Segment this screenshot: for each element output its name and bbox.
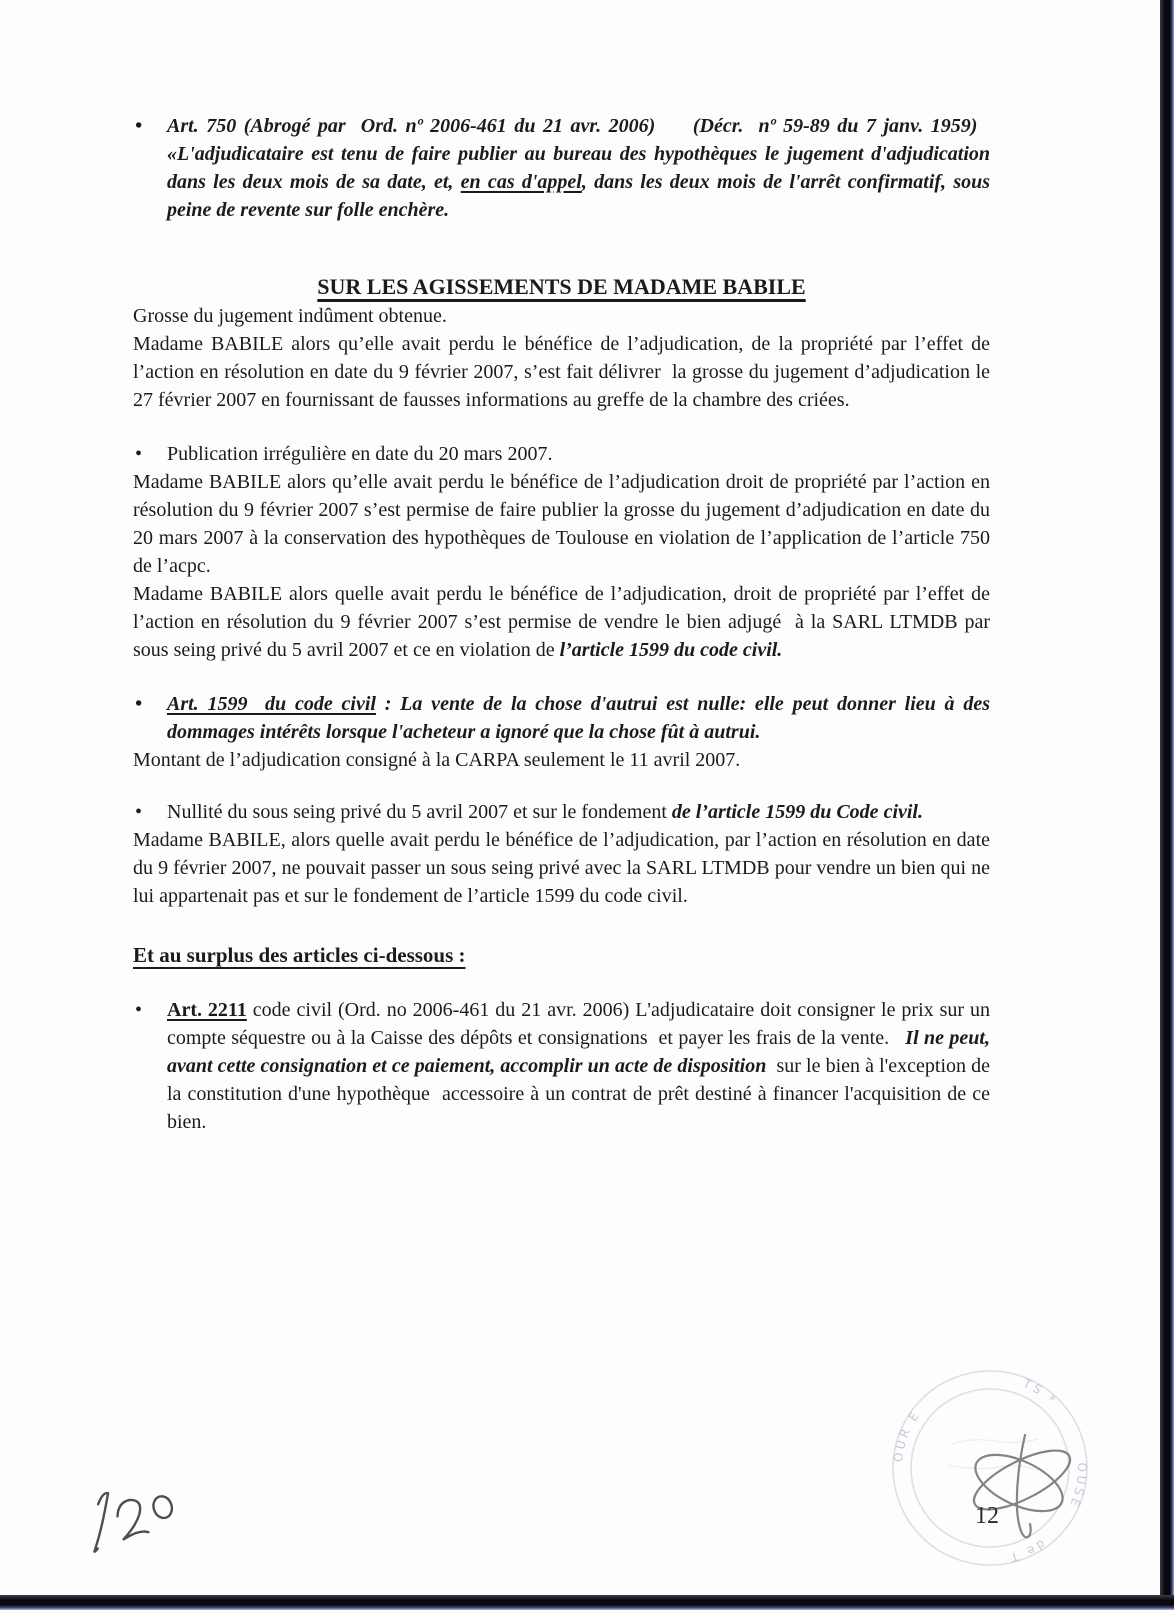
section-heading-text: SUR LES AGISSEMENTS DE MADAME BABILE	[317, 274, 806, 299]
bullet-item-art2211	[133, 996, 990, 1136]
stamp-text-fragment: TS *	[1021, 1376, 1061, 1409]
para-babile-1: Madame BABILE alors qu’elle avait perdu le bénéfice de l’adjudication, de la propriété par l’effet de l’action en résolution en date du 9 février 2007, s’est fait délivrer la grosse du jugement d’adjudication le 27 février 2007 en fournissant de fausses informations au greffe de la chambre des criées.	[133, 333, 990, 411]
document-body	[133, 112, 990, 1136]
bullet-item-publication	[133, 440, 990, 468]
bullet-icon: •	[135, 693, 143, 715]
bullet-icon: •	[135, 801, 143, 823]
art750-segment-end: , dans les deux mois de l'arrêt confirmatif, sous peine de revente sur folle enchère.	[167, 171, 991, 221]
bullet-art750-text	[167, 112, 990, 224]
handwritten-page-number	[70, 1470, 210, 1570]
art1599-underlined-segment: Art. 1599 du code civil	[167, 693, 376, 715]
stamp-text-fragment: OUSE	[1066, 1462, 1089, 1512]
para-babile-4: Madame BABILE, alors quelle avait perdu le bénéfice de l’adjudication, par l’action en résolution en date du 9 février 2007, ne pouvait passer un sous seing privé avec la SARL LTMDB pour vendre un bien qui ne lui appartenait pas et sur le fondement de l’article 1599 du code civil.	[133, 829, 990, 907]
art750-segment: Art. 750 (Abrogé par Ord. nº 2006-461 du 21 avr. 2006) (Décr. nº 59-89 du 7 janv. 1959) «L'adjudicataire est tenu de faire publier au bureau des hypothèques le jugement d'adjudication dans les deux mois de sa date, et,	[167, 115, 990, 193]
bullet-icon: •	[135, 999, 143, 1021]
scan-frame-right	[1160, 0, 1174, 1610]
para-babile-2: Madame BABILE alors qu’elle avait perdu le bénéfice de l’adjudication droit de propriété par l’action en résolution du 9 février 2007 s’est permise de faire publier la grosse du jugement d’adjudication en date du 20 mars 2007 à la conservation des hypothèques de Toulouse en violation de l’application de l’article 750 de l’acpc.	[133, 471, 990, 577]
page-number: 12	[975, 1503, 999, 1529]
bullet-icon: •	[135, 443, 143, 465]
scan-frame-bottom	[0, 1595, 1174, 1610]
art750-underlined-segment: en cas d'appel	[460, 171, 582, 193]
babile3-segment: Madame BABILE alors quelle avait perdu le bénéfice de l’adjudication, droit de propriété par l’effet de l’action en résolution du 9 février 2007 s’est permise de vendre le bien adjugé à la SARL LTMDB par sous seing privé du 5 avril 2007 et ce en violation de	[133, 583, 990, 661]
surplus-heading-text: Et au surplus des articles ci-dessous :	[133, 943, 466, 967]
bullet-item-art750	[133, 112, 990, 224]
art2211-segment-end: sur le bien à l'exception de la constitution d'une hypothèque accessoire à un contrat de prêt destiné à financer l'acquisition de ce bien.	[167, 1055, 990, 1133]
section-heading	[133, 272, 990, 302]
montant-line: Montant de l’adjudication consigné à la CARPA seulement le 11 avril 2007.	[133, 749, 741, 771]
surplus-heading	[133, 940, 990, 970]
svg-text:de T	[1006, 1537, 1047, 1565]
svg-text:TS *	[1020, 1376, 1060, 1409]
nullite-bold-italic-segment: de l’article 1599 du Code civil.	[671, 801, 923, 823]
bullet-nullite-text	[167, 798, 990, 826]
bullet-art2211-text	[167, 996, 990, 1136]
stamp-text-fragment: de T	[1006, 1536, 1048, 1566]
babile3-bold-italic-segment: l’article 1599 du code civil.	[559, 639, 783, 661]
bullet-icon: •	[135, 115, 143, 137]
para-babile-3	[133, 580, 990, 664]
bullet-item-art1599	[133, 690, 990, 746]
art2211-segment: code civil (Ord. no 2006-461 du 21 avr. 2006) L'adjudicataire doit consigner le prix sur un compte séquestre ou à la Caisse des dépôts et consignations et payer les frais de la vente.	[167, 999, 990, 1049]
bullet-publication-text: Publication irrégulière en date du 20 mars 2007.	[167, 443, 553, 465]
bullet-art1599-text	[167, 690, 990, 746]
art1599-segment: : La vente de la chose d'autrui est nulle: elle peut donner lieu à des dommages intérêts lorsque l'acheteur a ignoré que la chose fût à autrui.	[167, 693, 990, 743]
art2211-underlined-segment: Art. 2211	[167, 999, 247, 1021]
stamp-text-fragment: OUR E	[890, 1407, 924, 1463]
official-stamp	[855, 1325, 1174, 1595]
nullite-segment: Nullité du sous seing privé du 5 avril 2007 et sur le fondement	[167, 801, 672, 823]
art2211-bold-italic-segment: Il ne peut, avant cette consignation et ce paiement, accomplir un acte de disposition	[167, 1027, 990, 1077]
bullet-item-nullite	[133, 798, 990, 826]
grosse-line: Grosse du jugement indûment obtenue.	[133, 305, 447, 327]
